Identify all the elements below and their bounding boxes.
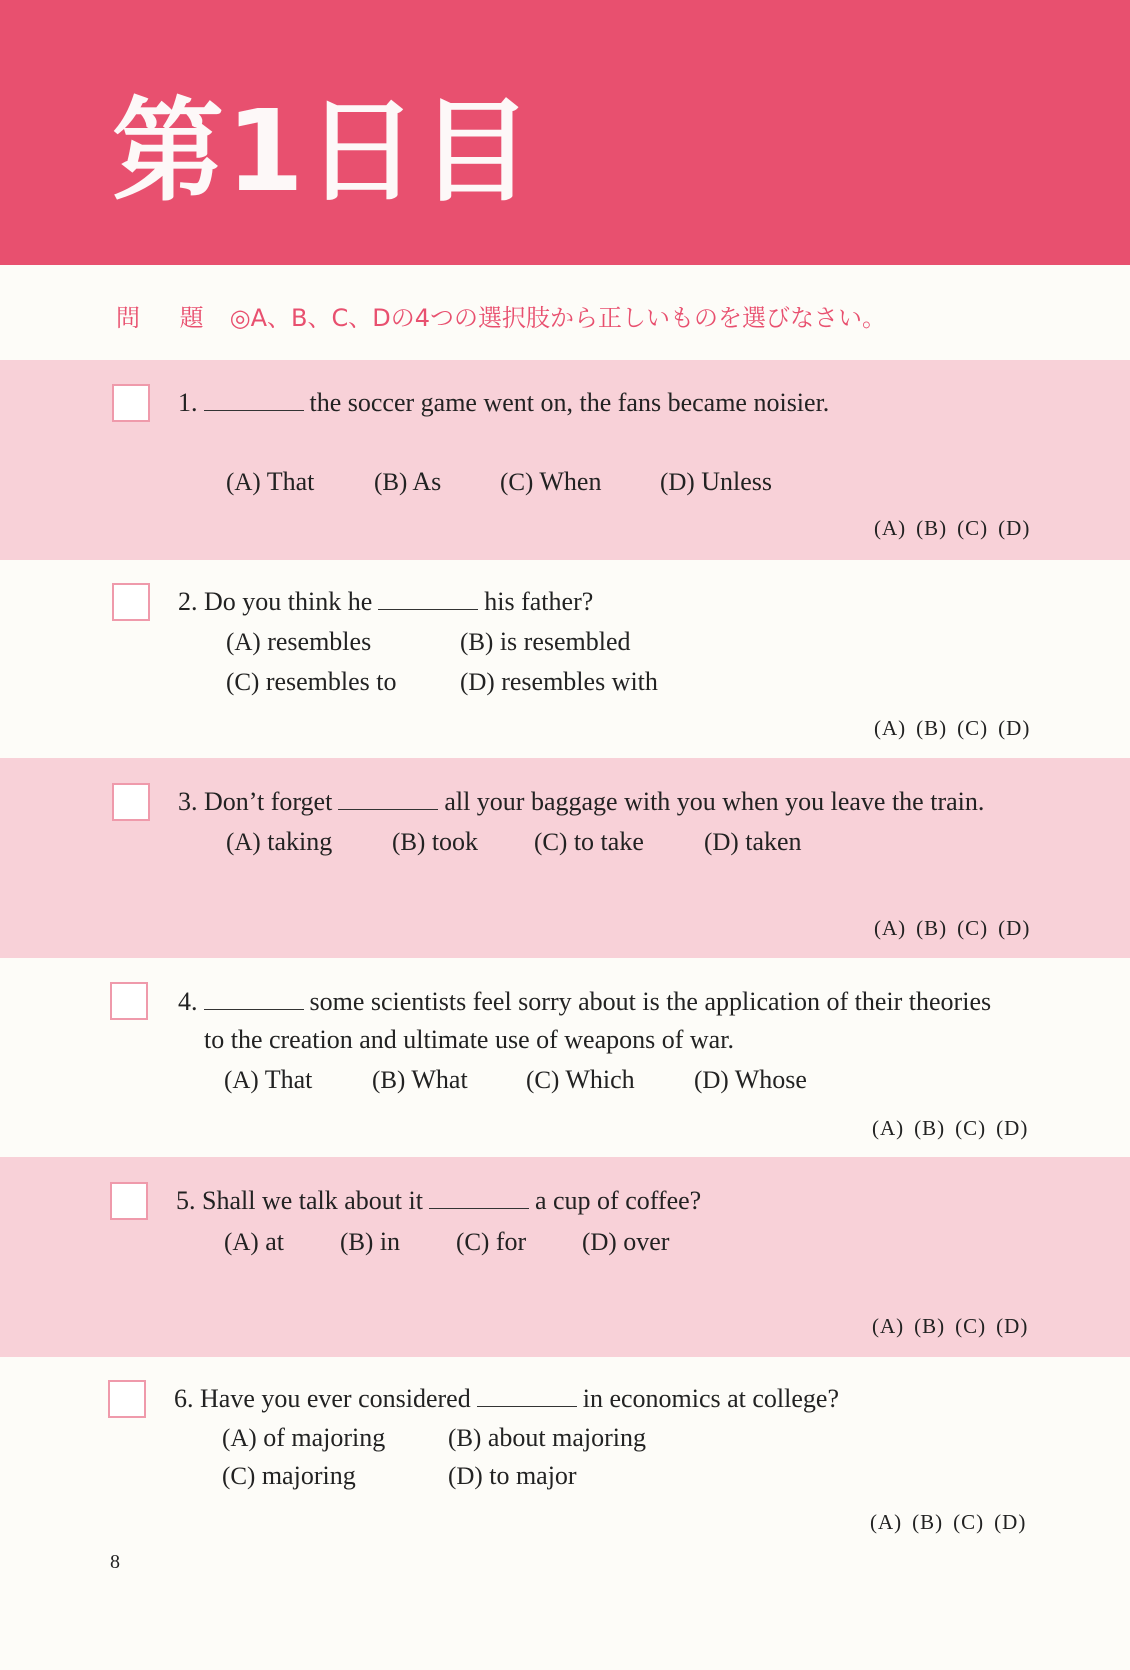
option-d[interactable]: (D) taken — [704, 827, 802, 856]
option-a[interactable]: (A) That — [224, 1065, 313, 1094]
option-c[interactable]: (C) for — [456, 1227, 527, 1256]
option-a[interactable]: (A) at — [224, 1227, 284, 1256]
answer-blank — [378, 591, 478, 610]
option-c[interactable]: (C) majoring — [222, 1461, 356, 1490]
answer-choices: (A) (B) (C) (D) — [874, 716, 1031, 740]
answer-blank — [477, 1388, 577, 1407]
answer-choices: (A) (B) (C) (D) — [870, 1510, 1027, 1534]
option-a[interactable]: (A) of majoring — [222, 1423, 386, 1452]
question-1-checkbox[interactable] — [112, 384, 150, 422]
option-c[interactable]: (C) resembles to — [226, 667, 397, 696]
option-b[interactable]: (B) about majoring — [448, 1423, 646, 1452]
option-b[interactable]: (B) As — [374, 467, 442, 496]
option-a[interactable]: (A) That — [226, 467, 315, 496]
question-4-text: 4. some scientists feel sorry about is the application of their theories — [178, 987, 992, 1016]
answer-choices: (A) (B) (C) (D) — [872, 1116, 1029, 1140]
option-c[interactable]: (C) to take — [534, 827, 644, 856]
question-6-checkbox[interactable] — [108, 1380, 146, 1418]
answer-choices: (A) (B) (C) (D) — [874, 516, 1031, 540]
question-2-text: 2. Do you think he his father? — [178, 587, 594, 616]
option-b[interactable]: (B) took — [392, 827, 479, 856]
answer-blank — [429, 1190, 529, 1209]
question-number: 1. — [178, 388, 198, 417]
instruction-text: ◎A、B、C、Dの4つの選択肢から正しいものを選びなさい。 — [229, 304, 886, 332]
question-3-checkbox[interactable] — [112, 783, 150, 821]
option-d[interactable]: (D) to major — [448, 1461, 577, 1490]
answer-blank — [338, 791, 438, 810]
question-3-text: 3. Don’t forget all your baggage with you when you leave the train. — [178, 787, 985, 816]
answer-choices: (A) (B) (C) (D) — [874, 916, 1031, 940]
answer-blank — [204, 991, 304, 1010]
page-number: 8 — [110, 1551, 120, 1573]
question-after: the soccer game went on, the fans became noisier. — [309, 388, 830, 417]
question-4-text-line2: to the creation and ultimate use of weapons of war. — [204, 1025, 734, 1054]
question-2-checkbox[interactable] — [112, 583, 150, 621]
question-1-text — [178, 387, 829, 418]
option-b[interactable]: (B) What — [372, 1065, 468, 1094]
instruction — [116, 298, 886, 333]
answer-blank — [204, 392, 304, 411]
option-c[interactable]: (C) When — [500, 467, 602, 496]
question-6-text: 6. Have you ever considered in economics at college? — [174, 1384, 839, 1413]
question-4-checkbox[interactable] — [110, 982, 148, 1020]
option-c[interactable]: (C) Which — [526, 1065, 635, 1094]
question-5-checkbox[interactable] — [110, 1182, 148, 1220]
chapter-header — [0, 0, 1130, 265]
option-d[interactable]: (D) Whose — [694, 1065, 807, 1094]
option-d[interactable]: (D) resembles with — [460, 667, 658, 696]
option-b[interactable]: (B) is resembled — [460, 627, 631, 656]
option-a[interactable]: (A) taking — [226, 827, 333, 856]
option-d[interactable]: (D) Unless — [660, 467, 772, 496]
chapter-title: 第1日目 — [112, 87, 534, 217]
instruction-label: 問 題 — [116, 304, 220, 332]
question-5-text: 5. Shall we talk about it a cup of coffee? — [176, 1186, 702, 1215]
option-a[interactable]: (A) resembles — [226, 627, 372, 656]
option-b[interactable]: (B) in — [340, 1227, 401, 1256]
option-d[interactable]: (D) over — [582, 1227, 670, 1256]
answer-choices: (A) (B) (C) (D) — [872, 1314, 1029, 1338]
